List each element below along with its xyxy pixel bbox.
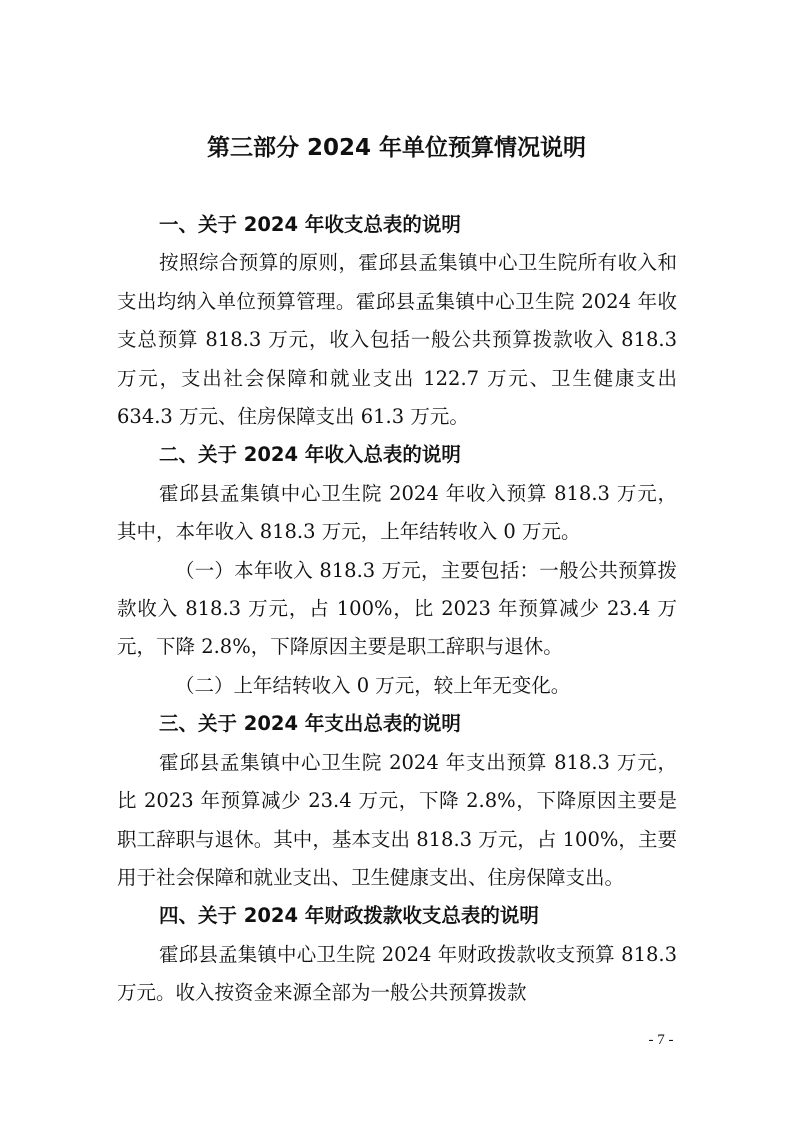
section-heading-4: 四、关于 2024 年财政拨款收支总表的说明 — [159, 904, 539, 928]
section-1-paragraph-1: 按照综合预算的原则，霍邱县孟集镇中心卫生院所有收入和支出均纳入单位预算管理。霍邱县孟集镇中心卫生院 2024 年收支总预算 818.3 万元，收入包括一般公共预算拨款收入 818.3 万元，支出社会保障和就业支出 122.7 万元、卫生健康支出 634.3 万元、住房保障支出 61.3 万元。 — [117, 251, 677, 429]
page-number: - 7 - — [648, 1032, 674, 1048]
document-body — [117, 206, 677, 1013]
section-2-paragraph-2: （一）本年收入 818.3 万元，主要包括：一般公共预算拨款收入 818.3 万元，占 100%，比 2023 年预算减少 23.4 万元，下降 2.8%，下降原因主要是职工辞职与退休。 — [117, 558, 677, 659]
section-heading-3: 三、关于 2024 年支出总表的说明 — [159, 712, 461, 736]
section-2-paragraph-3: （二）上年结转收入 0 万元，较上年无变化。 — [175, 673, 571, 697]
page-title: 第三部分 2024 年单位预算情况说明 — [206, 135, 587, 161]
section-heading-1: 一、关于 2024 年收支总表的说明 — [159, 213, 461, 236]
section-heading-2: 二、关于 2024 年收入总表的说明 — [159, 443, 461, 467]
section-4-paragraph-1: 霍邱县孟集镇中心卫生院 2024 年财政拨款收支预算 818.3 万元。收入按资金来源全部为一般公共预算拨款 — [117, 942, 677, 1005]
section-3-paragraph-1: 霍邱县孟集镇中心卫生院 2024 年支出预算 818.3 万元，比 2023 年预算减少 23.4 万元，下降 2.8%，下降原因主要是职工辞职与退休。其中，基本支出 818.3 万元，占 100%，主要用于社会保障和就业支出、卫生健康支出、住房保障支出。 — [117, 750, 677, 889]
section-2-paragraph-1: 霍邱县孟集镇中心卫生院 2024 年收入预算 818.3 万元，其中，本年收入 818.3 万元，上年结转收入 0 万元。 — [117, 481, 677, 544]
